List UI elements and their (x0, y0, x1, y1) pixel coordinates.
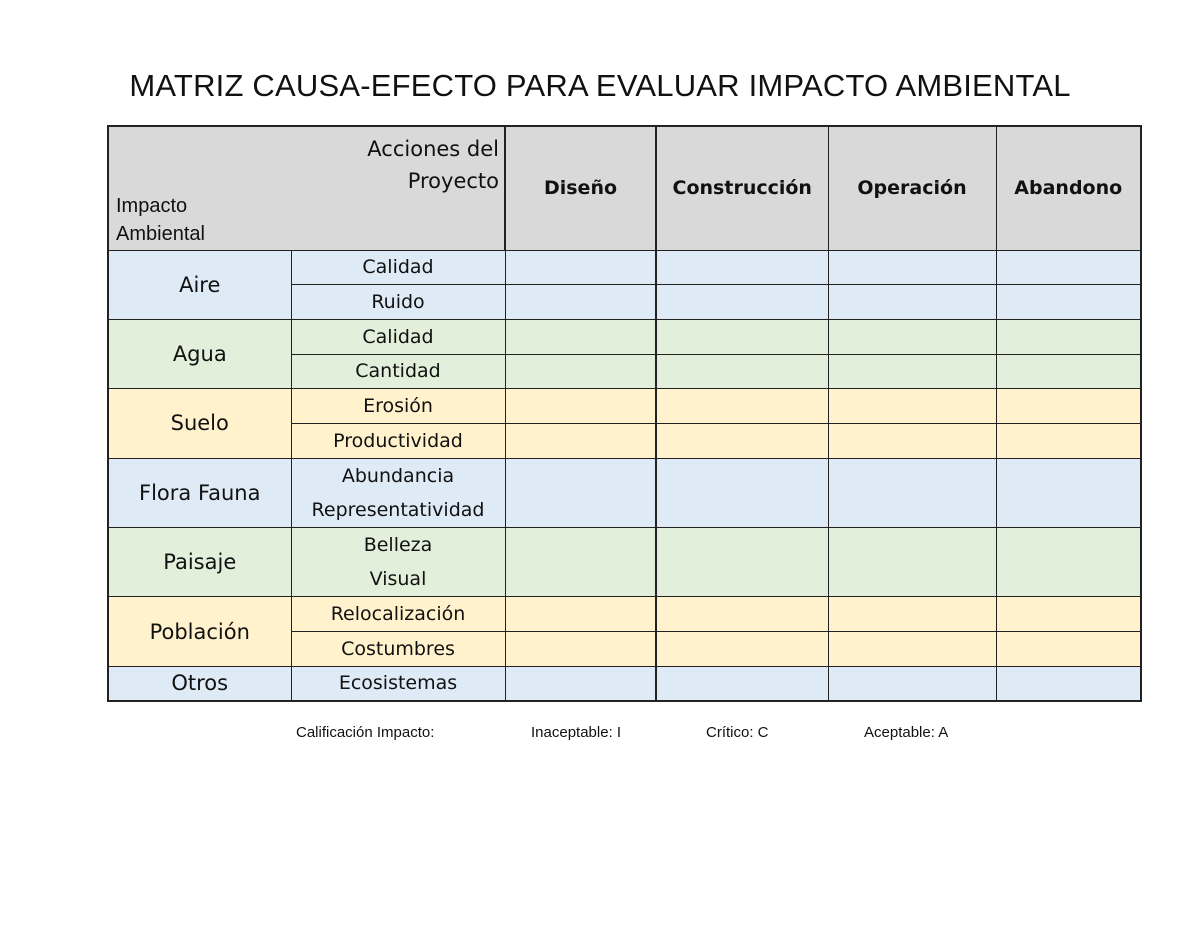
evaluation-cell[interactable] (828, 597, 996, 632)
subfactor-cell: Belleza (291, 528, 505, 563)
evaluation-cell[interactable] (828, 562, 996, 597)
evaluation-cell[interactable] (996, 389, 1141, 424)
evaluation-cell[interactable] (656, 632, 828, 667)
evaluation-cell[interactable] (656, 423, 828, 458)
evaluation-cell[interactable] (828, 389, 996, 424)
evaluation-cell[interactable] (996, 354, 1141, 389)
evaluation-cell[interactable] (996, 597, 1141, 632)
evaluation-cell[interactable] (656, 528, 828, 563)
subfactor-cell: Ecosistemas (291, 666, 505, 701)
subfactor-cell: Abundancia (291, 458, 505, 493)
evaluation-cell[interactable] (505, 528, 656, 563)
evaluation-cell[interactable] (996, 250, 1141, 285)
legend-label: Calificación Impacto: (296, 724, 435, 741)
table-row (108, 458, 1141, 493)
evaluation-cell[interactable] (828, 666, 996, 701)
column-header-abandono: Abandono (996, 126, 1141, 250)
evaluation-cell[interactable] (996, 458, 1141, 493)
impacto-line1: Impacto (116, 194, 188, 217)
acciones-label (367, 133, 499, 197)
table-row (108, 528, 1141, 563)
evaluation-cell[interactable] (505, 493, 656, 528)
subfactor-cell: Visual (291, 562, 505, 597)
impacto-line2: Ambiental (116, 222, 205, 245)
factor-flora-fauna: Flora Fauna (108, 458, 291, 527)
evaluation-cell[interactable] (505, 597, 656, 632)
legend-inaceptable: Inaceptable: I (531, 724, 622, 741)
evaluation-cell[interactable] (656, 354, 828, 389)
acciones-line1: Acciones del (367, 137, 499, 161)
evaluation-cell[interactable] (505, 319, 656, 354)
evaluation-cell[interactable] (505, 632, 656, 667)
evaluation-cell[interactable] (828, 250, 996, 285)
evaluation-cell[interactable] (828, 528, 996, 563)
subfactor-cell: Costumbres (291, 632, 505, 667)
evaluation-cell[interactable] (996, 562, 1141, 597)
factor-agua: Agua (108, 319, 291, 388)
evaluation-cell[interactable] (505, 354, 656, 389)
subfactor-cell: Calidad (291, 319, 505, 354)
evaluation-cell[interactable] (505, 250, 656, 285)
evaluation-cell[interactable] (828, 354, 996, 389)
evaluation-cell[interactable] (505, 666, 656, 701)
acciones-line2: Proyecto (407, 169, 499, 193)
subfactor-cell: Cantidad (291, 354, 505, 389)
evaluation-cell[interactable] (505, 423, 656, 458)
impact-matrix (107, 125, 1142, 702)
evaluation-cell[interactable] (996, 528, 1141, 563)
corner-header-cell (108, 126, 505, 250)
evaluation-cell[interactable] (656, 562, 828, 597)
evaluation-cell[interactable] (505, 285, 656, 320)
column-header-operacion: Operación (828, 126, 996, 250)
evaluation-cell[interactable] (996, 319, 1141, 354)
subfactor-cell: Calidad (291, 250, 505, 285)
factor-aire: Aire (108, 250, 291, 319)
subfactor-cell: Representatividad (291, 493, 505, 528)
subfactor-cell: Relocalización (291, 597, 505, 632)
column-header-diseno: Diseño (505, 126, 656, 250)
evaluation-cell[interactable] (996, 666, 1141, 701)
table-row (108, 250, 1141, 285)
evaluation-cell[interactable] (996, 632, 1141, 667)
impacto-label (116, 192, 205, 248)
evaluation-cell[interactable] (656, 285, 828, 320)
evaluation-cell[interactable] (656, 250, 828, 285)
evaluation-cell[interactable] (656, 666, 828, 701)
evaluation-cell[interactable] (828, 493, 996, 528)
legend-aceptable: Aceptable: A (864, 724, 949, 741)
evaluation-cell[interactable] (828, 285, 996, 320)
header-row (108, 126, 1141, 250)
evaluation-cell[interactable] (656, 319, 828, 354)
table-row (108, 597, 1141, 632)
factor-poblacion: Población (108, 597, 291, 666)
column-header-construccion: Construcción (656, 126, 828, 250)
subfactor-cell: Ruido (291, 285, 505, 320)
factor-suelo: Suelo (108, 389, 291, 458)
table-row (108, 666, 1141, 701)
evaluation-cell[interactable] (656, 597, 828, 632)
evaluation-cell[interactable] (505, 562, 656, 597)
evaluation-cell[interactable] (996, 423, 1141, 458)
table-row (108, 319, 1141, 354)
evaluation-cell[interactable] (505, 389, 656, 424)
page-title: MATRIZ CAUSA-EFECTO PARA EVALUAR IMPACTO AMBIENTAL (129, 68, 1071, 103)
evaluation-cell[interactable] (656, 458, 828, 493)
table-row (108, 389, 1141, 424)
evaluation-cell[interactable] (656, 389, 828, 424)
evaluation-cell[interactable] (996, 285, 1141, 320)
evaluation-cell[interactable] (828, 319, 996, 354)
evaluation-cell[interactable] (505, 458, 656, 493)
evaluation-cell[interactable] (828, 423, 996, 458)
evaluation-cell[interactable] (656, 493, 828, 528)
subfactor-cell: Productividad (291, 423, 505, 458)
legend-critico: Crítico: C (706, 724, 769, 741)
evaluation-cell[interactable] (828, 632, 996, 667)
evaluation-cell[interactable] (828, 458, 996, 493)
factor-paisaje: Paisaje (108, 528, 291, 597)
factor-otros: Otros (108, 666, 291, 701)
evaluation-cell[interactable] (996, 493, 1141, 528)
subfactor-cell: Erosión (291, 389, 505, 424)
